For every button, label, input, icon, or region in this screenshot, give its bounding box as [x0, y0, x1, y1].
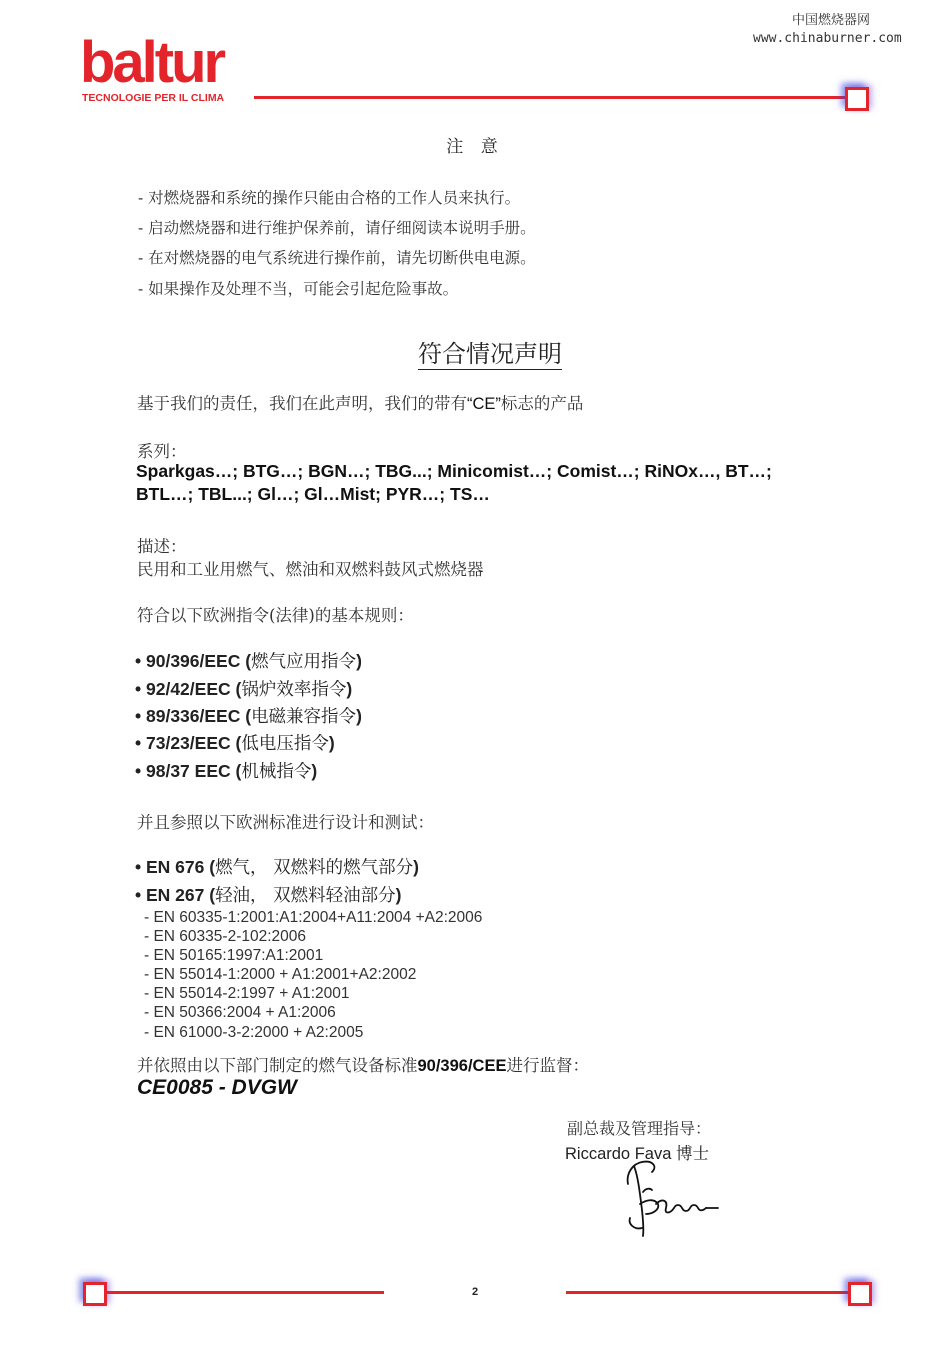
directive-code: • 90/396/EEC ( — [135, 651, 252, 671]
series-line-2: BTL…; TBL...; Gl…; Gl…Mist; PYR…; TS… — [136, 484, 490, 504]
declaration-title — [0, 334, 950, 369]
series-line-1: Sparkgas…; BTG…; BGN…; TBG...; Minicomist…; Comist…; RiNOx…, BT…; — [136, 461, 772, 481]
declaration-title-text: 符合情况声明 — [418, 340, 562, 368]
standard-code: • EN 676 ( — [135, 857, 216, 877]
sub-standard-item: - EN 55014-1:2000 + A1:2001+A2:2002 — [144, 966, 417, 983]
sub-standard-item: - EN 60335-1:2001:A1:2004+A11:2004 +A2:2006 — [144, 909, 483, 926]
page-number: 2 — [471, 1286, 479, 1298]
declaration-intro — [137, 390, 583, 414]
header-rule — [254, 96, 846, 99]
directive-code: • 89/336/EEC ( — [135, 706, 252, 726]
directive-desc: 机械指令 — [241, 762, 312, 782]
directive-end: ) — [311, 761, 318, 781]
header-square-ornament — [845, 87, 869, 111]
standard-desc: 燃气， 双燃料的燃气部分 — [215, 858, 414, 878]
supervision-prefix: 并依照由以下部门制定的燃气设备标准 — [137, 1056, 418, 1075]
sub-standard-item: - EN 61000-3-2:2000 + A2:2005 — [144, 1024, 364, 1041]
sub-standard-item: - EN 55014-2:1997 + A1:2001 — [144, 985, 350, 1002]
notice-item: - 对燃烧器和系统的操作只能由合格的工作人员来执行。 — [138, 189, 521, 207]
series-label: 系列： — [137, 442, 187, 461]
supervision-line — [137, 1052, 589, 1076]
intro-ce-mark: “CE” — [467, 395, 501, 413]
standard-end: ) — [413, 857, 419, 877]
directive-item — [135, 676, 352, 701]
footer-square-right — [848, 1282, 872, 1306]
directive-code: • 98/37 EEC ( — [135, 761, 242, 781]
directives-intro: 符合以下欧洲指令(法律)的基本规则： — [137, 606, 414, 625]
directive-item — [135, 648, 362, 673]
description-text: 民用和工业用燃气、燃油和双燃料鼓风式燃烧器 — [137, 560, 484, 579]
ce-notified-body: CE0085 - DVGW — [137, 1076, 297, 1099]
directive-end: ) — [356, 706, 362, 726]
standards-intro: 并且参照以下欧洲标准进行设计和测试： — [137, 813, 434, 832]
logo-tagline: TECNOLOGIE PER IL CLIMA — [82, 92, 225, 104]
standard-desc: 轻油， 双燃料轻油部分 — [215, 886, 396, 906]
directive-code: • 92/42/EEC ( — [135, 679, 242, 699]
watermark-site-name: 中国燃烧器网 — [792, 13, 871, 28]
notice-item: - 如果操作及处理不当，可能会引起危险事故。 — [138, 280, 459, 298]
main-standard-item — [135, 854, 419, 879]
notice-item: - 启动燃烧器和进行维护保养前，请仔细阅读本说明手册。 — [138, 219, 536, 237]
directive-end: ) — [346, 679, 353, 699]
signatory-honorific: 博士 — [675, 1144, 709, 1163]
supervision-code: 90/396/CEE — [417, 1057, 507, 1075]
sub-standard-item: - EN 50165:1997:A1:2001 — [144, 947, 324, 964]
supervision-suffix: 进行监督： — [506, 1056, 589, 1075]
directive-end: ) — [356, 651, 362, 671]
watermark-site-url: www.chinaburner.com — [753, 31, 902, 46]
directive-desc: 锅炉效率指令 — [241, 680, 347, 700]
standard-end: ) — [395, 885, 402, 905]
description-label: 描述： — [137, 537, 187, 556]
signatory-name-latin: Riccardo Fava — [565, 1145, 676, 1163]
intro-suffix: 标志的产品 — [500, 394, 584, 413]
directive-item — [135, 730, 335, 755]
directive-end: ) — [328, 733, 335, 753]
signatory-title: 副总裁及管理指导： — [567, 1119, 712, 1138]
notice-title: 注 意 — [446, 137, 504, 157]
directive-desc: 电磁兼容指令 — [251, 707, 357, 727]
directive-desc: 燃气应用指令 — [251, 652, 357, 672]
intro-prefix: 基于我们的责任，我们在此声明，我们的带有 — [137, 394, 467, 413]
sub-standard-item: - EN 50366:2004 + A1:2006 — [144, 1004, 336, 1021]
directive-desc: 低电压指令 — [241, 734, 329, 754]
footer-rule-right — [566, 1291, 848, 1294]
handwritten-signature — [622, 1158, 722, 1240]
sub-standard-item: - EN 60335-2-102:2006 — [144, 928, 307, 945]
notice-item: - 在对燃烧器的电气系统进行操作前，请先切断供电电源。 — [138, 249, 536, 267]
directive-item — [135, 703, 362, 728]
directive-code: • 73/23/EEC ( — [135, 733, 242, 753]
main-standard-item — [135, 882, 401, 907]
directive-item — [135, 758, 317, 783]
baltur-logo: baltur — [80, 30, 224, 95]
standard-code: • EN 267 ( — [135, 885, 216, 905]
